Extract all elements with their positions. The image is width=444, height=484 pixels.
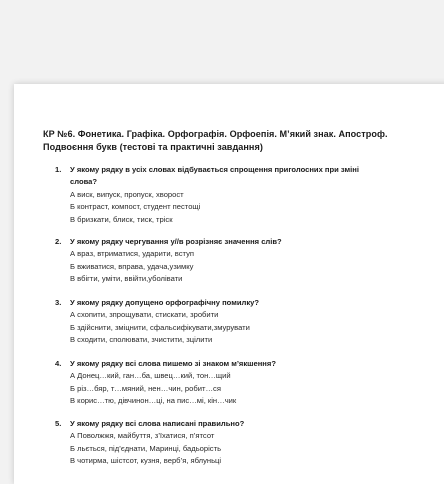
question-heading: [55, 236, 415, 248]
question-line: У якому рядку чергування у//в розрізняє значення слів?: [70, 237, 282, 246]
answer-option-c: В бризкати, блиск, тиск, тріск: [70, 214, 173, 224]
question-4: [55, 358, 415, 408]
question-text: [70, 164, 359, 189]
question-line: У якому рядку всі слова пишемо зі знаком м’якшення?: [70, 359, 276, 368]
answer-option-a: А виск, випуск, пропуск, хворост: [70, 189, 184, 199]
question-heading: [55, 164, 415, 189]
answer-option-c: В сходити, сполювати, зчистити, зцілити: [70, 335, 213, 345]
question-number: 2.: [55, 237, 62, 246]
answer-options: [70, 430, 415, 467]
question-text: [70, 418, 244, 430]
answer-option-a: А Поволжжя, майбуття, з’їхатися, п’ятсот: [70, 431, 215, 441]
question-2: [55, 236, 415, 286]
answer-options: [70, 189, 415, 226]
document-title: [43, 128, 443, 154]
question-heading: [55, 358, 415, 370]
answer-option-c: В корис…тю, дівчинон…ці, на пис…мі, кін…чик: [70, 396, 237, 406]
question-line: У якому рядку допущено орфографічну помилку?: [70, 298, 259, 307]
question-line: слова?: [70, 177, 98, 187]
question-text: [70, 358, 276, 370]
question-1: [55, 164, 415, 226]
answer-option-b: Б льється, під’єднати, Маринці, бадьорість: [70, 443, 222, 453]
title-line: Подвоєння букв (тестові та практичні завдання): [43, 142, 263, 152]
answer-options: [70, 248, 415, 285]
answer-option-c: В чотирма, шістсот, кузня, верб’я, яблуньці: [70, 456, 222, 466]
answer-option-b: Б різ…бяр, т…мяний, нен…чин, робит…ся: [70, 383, 221, 393]
question-number: 4.: [55, 359, 62, 368]
answer-options: [70, 370, 415, 407]
document-page: [14, 84, 444, 484]
answer-option-a: А схопити, зпрощувати, стискати, зробити: [70, 310, 219, 320]
title-line: КР №6. Фонетика. Графіка. Орфографія. Орфоепія. М’який знак. Апостроф.: [43, 129, 388, 139]
answer-option-a: А враз, втриматися, ударити, вступ: [70, 249, 195, 259]
question-5: [55, 418, 415, 468]
question-text: [70, 297, 259, 309]
question-number: 5.: [55, 419, 62, 428]
answer-option-b: Б контраст, компост, студент пестощі: [70, 202, 201, 212]
question-text: [70, 236, 282, 248]
question-line: У якому рядку всі слова написані правильно?: [70, 419, 245, 428]
question-number: 3.: [55, 298, 62, 307]
answer-option-c: В вбігти, уміти, ввійти,уболівати: [70, 274, 183, 284]
answer-option-b: Б вживатися, вправа, удача,узимку: [70, 261, 194, 271]
question-line: У якому рядку в усіх словах відбувається спрощення приголосних при зміні: [70, 165, 359, 174]
answer-option-a: А Донец…кий, ган…ба, швец…кий, тон…щий: [70, 371, 231, 381]
answer-options: [70, 309, 415, 346]
question-heading: [55, 297, 415, 309]
question-3: [55, 297, 415, 347]
question-number: 1.: [55, 165, 62, 174]
answer-option-b: Б здійснити, зміцнити, сфальсифікувати,змурувати: [70, 322, 250, 332]
question-heading: [55, 418, 415, 430]
